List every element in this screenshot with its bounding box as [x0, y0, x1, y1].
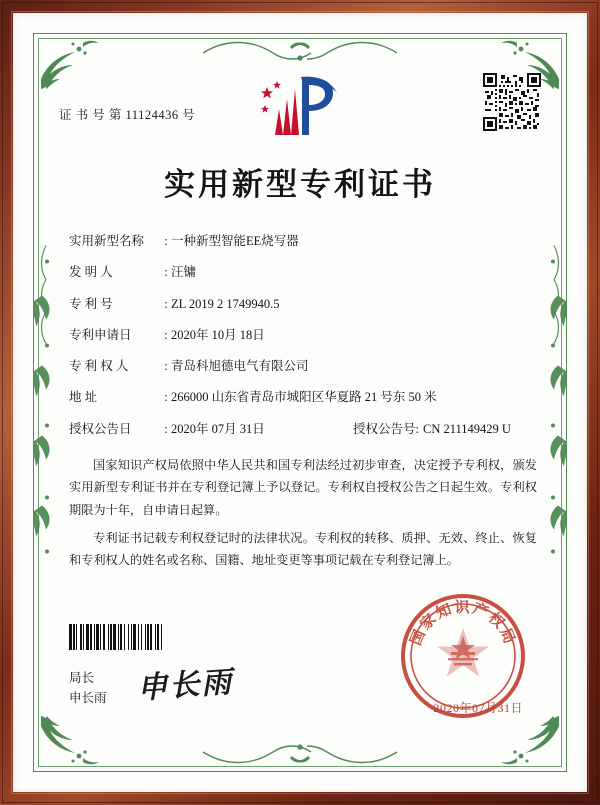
- field-label: 专 利 号: [69, 296, 113, 311]
- field-colon: :: [164, 296, 168, 311]
- grant-announcement-date: 2020年 07月 31日: [171, 421, 265, 436]
- field-value: 一种新型智能EE烧写器: [171, 234, 299, 248]
- grant-announcement-number-label: 授权公告号: [353, 421, 416, 436]
- barcode: [69, 624, 229, 650]
- field-patentee: [69, 357, 535, 376]
- legal-text: [59, 454, 541, 571]
- field-colon: :: [164, 265, 168, 280]
- seal-text: 国家知识产权局: [406, 598, 520, 648]
- field-value: ZL 2019 2 1749940.5: [171, 296, 280, 311]
- field-colon: :: [164, 390, 168, 405]
- field-inventor: [69, 263, 535, 282]
- certificate-number: 证 书 号 第 11124436 号: [59, 108, 196, 122]
- field-label: 专 利 权 人: [69, 359, 129, 373]
- grant-announcement-number-colon: :: [415, 421, 419, 436]
- field-list: [59, 232, 541, 438]
- grant-announcement-number: CN 211149429 U: [423, 421, 511, 436]
- field-value: 青岛科旭德电气有限公司: [171, 359, 309, 373]
- page-title: 实用新型专利证书: [164, 167, 436, 203]
- field-address: [69, 388, 535, 407]
- signature-block: [69, 668, 107, 708]
- field-label: 地 址: [69, 390, 98, 405]
- seal-date: 2020年07月31日: [433, 701, 523, 715]
- field-application-date: [69, 326, 535, 345]
- director-name: 申长雨: [69, 691, 107, 705]
- field-label: 专利申请日: [69, 327, 132, 342]
- field-colon: :: [164, 234, 168, 248]
- cnipa-logo-icon: [257, 73, 343, 139]
- qr-code-icon: [483, 73, 541, 131]
- certificate-paper: [13, 13, 587, 792]
- barcode-bar: [162, 624, 165, 650]
- field-colon: :: [164, 359, 168, 373]
- field-grant-announcement: [69, 420, 535, 439]
- field-label: 授权公告日: [69, 421, 132, 436]
- legal-paragraph: 国家知识产权局依照中华人民共和国专利法经过初步审查，决定授予专利权，颁发实用新型专利证书并在专利登记簿上予以登记。专利权自授权公告之日起生效。专利权期限为十年，自申请日起算。: [69, 458, 537, 517]
- certificate-content: [59, 69, 541, 742]
- field-value: 汪镛: [171, 265, 197, 280]
- legal-paragraph: 专利证书记载专利权登记时的法律状况。专利权的转移、质押、无效、终止、恢复和专利权人的姓名或名称、国籍、地址变更等事项记载在专利登记簿上。: [69, 530, 537, 568]
- field-value: 266000 山东省青岛市城阳区华夏路 21 号东 50 米: [171, 390, 437, 405]
- field-colon: :: [164, 421, 168, 436]
- field-value: 2020年 10月 18日: [171, 327, 265, 342]
- field-utility-model-name: [69, 232, 535, 251]
- header-row: [59, 69, 541, 153]
- handwritten-signature: 申长雨: [136, 664, 235, 707]
- field-patent-number: [69, 295, 535, 314]
- field-label: 发 明 人: [69, 265, 113, 280]
- field-colon: :: [164, 327, 168, 342]
- field-label: 实用新型名称: [69, 234, 145, 248]
- director-label: 局长: [69, 671, 95, 685]
